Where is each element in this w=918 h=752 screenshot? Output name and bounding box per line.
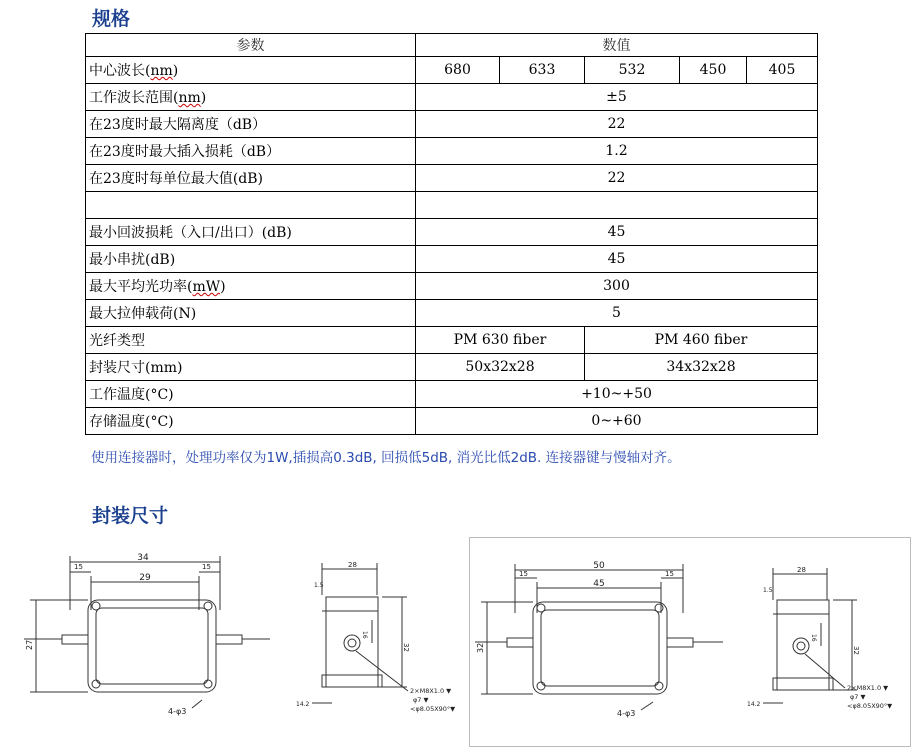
tensile-value: 5	[416, 300, 818, 327]
power-value: 300	[416, 273, 818, 300]
crosstalk-value: 45	[416, 246, 818, 273]
row-label-return-loss: 最小回波损耗（入口/出口）(dB)	[86, 219, 416, 246]
spec-heading: 规格	[92, 8, 131, 30]
dim-overall-large: 50	[593, 561, 605, 571]
header-value: 数值	[416, 34, 818, 57]
screw-spec-1: 2×M8X1.0 ▼	[410, 687, 452, 695]
table-row	[86, 165, 818, 192]
op-temp-value: +10~+50	[416, 381, 818, 408]
side-base-large: 14.2	[747, 701, 761, 708]
side-hole-offset-large: 16	[810, 634, 817, 642]
header-param: 参数	[86, 34, 416, 57]
blank-cell	[416, 192, 818, 219]
table-row	[86, 327, 818, 354]
table-row	[86, 111, 818, 138]
return-loss-value: 45	[416, 219, 818, 246]
wavelength-532: 532	[585, 57, 680, 84]
spec-table	[85, 33, 818, 435]
row-label-size: 封装尺寸(mm)	[86, 354, 416, 381]
wavelength-680: 680	[416, 57, 500, 84]
table-row-blank	[86, 192, 818, 219]
blank-cell	[86, 192, 416, 219]
row-label-fiber: 光纤类型	[86, 327, 416, 354]
dim-left-large: 15	[519, 570, 528, 578]
dim-height-large: 32	[476, 642, 485, 653]
dim-right: 15	[202, 563, 211, 571]
holes-note: 4-φ3	[168, 707, 187, 716]
row-label-range: 工作波长范围(nm)	[86, 84, 416, 111]
insertion-value: 1.2	[416, 138, 818, 165]
side-tab: 1.5	[314, 582, 324, 589]
table-row	[86, 57, 818, 84]
dim-overall: 34	[137, 553, 149, 563]
screw-spec-1-large: 2×M8X1.0 ▼	[847, 684, 889, 692]
large-module-side-drawing	[735, 560, 910, 740]
table-row	[86, 354, 818, 381]
screw-spec-2-large: φ7 ▼	[850, 693, 866, 701]
screw-spec-2: φ7 ▼	[413, 696, 429, 704]
side-base: 14.2	[296, 701, 310, 708]
row-label-power: 最大平均光功率(mW)	[86, 273, 416, 300]
table-row	[86, 138, 818, 165]
table-row	[86, 273, 818, 300]
dim-inner: 29	[139, 573, 151, 583]
wavelength-633: 633	[500, 57, 585, 84]
screw-spec-3: <φ8.05X90°▼	[410, 705, 456, 713]
large-module-top-drawing	[475, 558, 725, 743]
wavelength-405: 405	[747, 57, 818, 84]
dim-left: 15	[74, 563, 83, 571]
side-depth: 32	[402, 643, 410, 652]
dim-inner-large: 45	[593, 579, 605, 589]
storage-temp-value: 0~+60	[416, 408, 818, 435]
table-row	[86, 381, 818, 408]
fiber-630: PM 630 fiber	[416, 327, 585, 354]
isolation-value: 22	[416, 111, 818, 138]
row-label-op-temp: 工作温度(°C)	[86, 381, 416, 408]
side-width: 28	[348, 561, 357, 569]
side-tab-large: 1.5	[763, 587, 773, 594]
wavelength-450: 450	[680, 57, 747, 84]
row-label-tensile: 最大拉伸载荷(N)	[86, 300, 416, 327]
row-label-wavelength: 中心波长(nm)	[86, 57, 416, 84]
range-value: ±5	[416, 84, 818, 111]
table-row	[86, 408, 818, 435]
table-header-row	[86, 34, 818, 57]
row-label-insertion: 在23度时最大插入损耗（dB）	[86, 138, 416, 165]
dim-right-large: 15	[665, 570, 674, 578]
screw-spec-3-large: <φ8.05X90°▼	[847, 702, 893, 710]
row-label-crosstalk: 最小串扰(dB)	[86, 246, 416, 273]
holes-note-large: 4-φ3	[617, 709, 636, 718]
connector-note: 使用连接器时，处理功率仅为1W,插损高0.3dB, 回损低5dB, 消光比低2dB. 连接器键与慢轴对齐。	[91, 450, 681, 466]
unit-max-value: 22	[416, 165, 818, 192]
table-row	[86, 84, 818, 111]
small-module-side-drawing	[282, 555, 462, 740]
table-row	[86, 219, 818, 246]
side-width-large: 28	[797, 566, 806, 574]
fiber-460: PM 460 fiber	[585, 327, 818, 354]
size-large: 50x32x28	[416, 354, 585, 381]
package-heading: 封装尺寸	[92, 505, 169, 527]
table-row	[86, 300, 818, 327]
row-label-isolation: 在23度时最大隔离度（dB）	[86, 111, 416, 138]
table-row	[86, 246, 818, 273]
side-hole-offset: 16	[361, 631, 368, 639]
small-module-top-drawing	[22, 550, 272, 740]
side-depth-large: 32	[852, 646, 860, 655]
dim-height: 27	[25, 639, 34, 650]
row-label-storage-temp: 存储温度(°C)	[86, 408, 416, 435]
size-small: 34x32x28	[585, 354, 818, 381]
row-label-unit-max: 在23度时每单位最大值(dB)	[86, 165, 416, 192]
